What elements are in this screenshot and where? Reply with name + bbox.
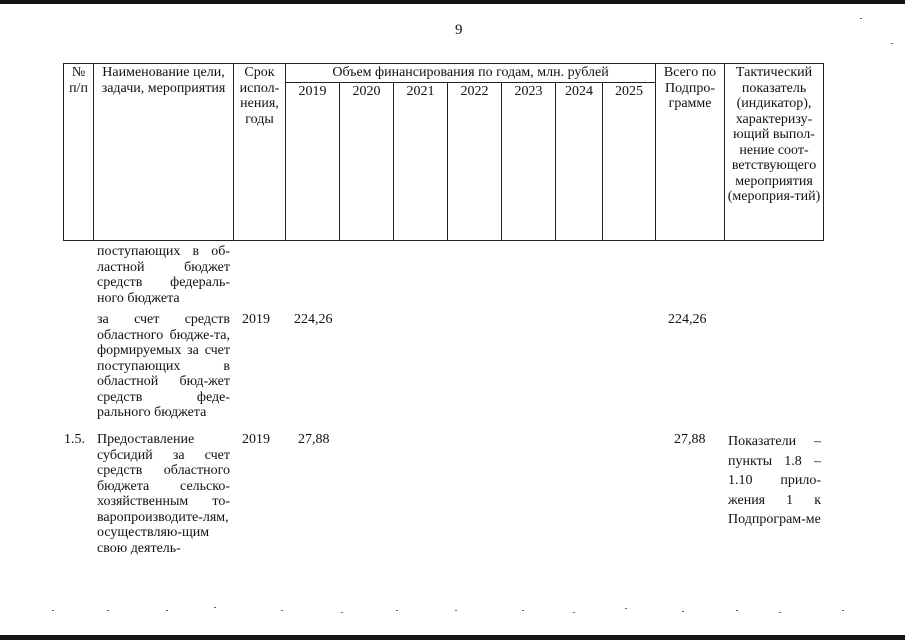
header-term: Срок испол-нения, годы	[234, 64, 286, 241]
row-term: 2019	[242, 312, 270, 327]
header-year-2019: 2019	[286, 83, 340, 241]
row-name: Предоставление субсидий за счет средств областного бюджета сельско-хозяйственным то-варопроизводите-лям, осуществляю-щим свою деятель-	[97, 432, 230, 556]
financing-table-header	[63, 63, 824, 241]
row-term: 2019	[242, 432, 270, 447]
row-value-2019: 27,88	[298, 432, 330, 447]
header-year-2021: 2021	[394, 83, 448, 241]
row-num: 1.5.	[64, 432, 85, 447]
header-num: № п/п	[64, 64, 94, 241]
table-body	[0, 242, 905, 582]
row-name: за счет средств областного бюдже-та, формируемых за счет поступающих в областной бюд-жет средств феде-рального бюджета	[97, 312, 230, 420]
header-indicator: Тактический показатель (индикатор), характеризу-ющий выпол-нение соот-ветствующего мероприятия (мероприя-тий)	[725, 64, 824, 241]
bottom-border	[0, 635, 905, 640]
header-year-2024: 2024	[556, 83, 603, 241]
row-total: 27,88	[674, 432, 706, 447]
header-year-2025: 2025	[603, 83, 656, 241]
page-number: 9	[455, 22, 463, 38]
header-year-2022: 2022	[448, 83, 502, 241]
row-name: поступающих в об-ластной бюджет средств федераль-ного бюджета	[97, 244, 230, 306]
header-year-2023: 2023	[502, 83, 556, 241]
row-indicator: Показатели – пункты 1.8 – 1.10 прило-жения 1 к Подпрограм-ме	[728, 434, 821, 527]
row-total: 224,26	[668, 312, 707, 327]
top-border	[0, 0, 905, 4]
row-value-2019: 224,26	[294, 312, 333, 327]
header-total: Всего по Подпро-грамме	[656, 64, 725, 241]
header-name: Наименование цели, задачи, мероприятия	[94, 64, 234, 241]
header-year-2020: 2020	[340, 83, 394, 241]
header-financing: Объем финансирования по годам, млн. рублей	[286, 64, 656, 83]
